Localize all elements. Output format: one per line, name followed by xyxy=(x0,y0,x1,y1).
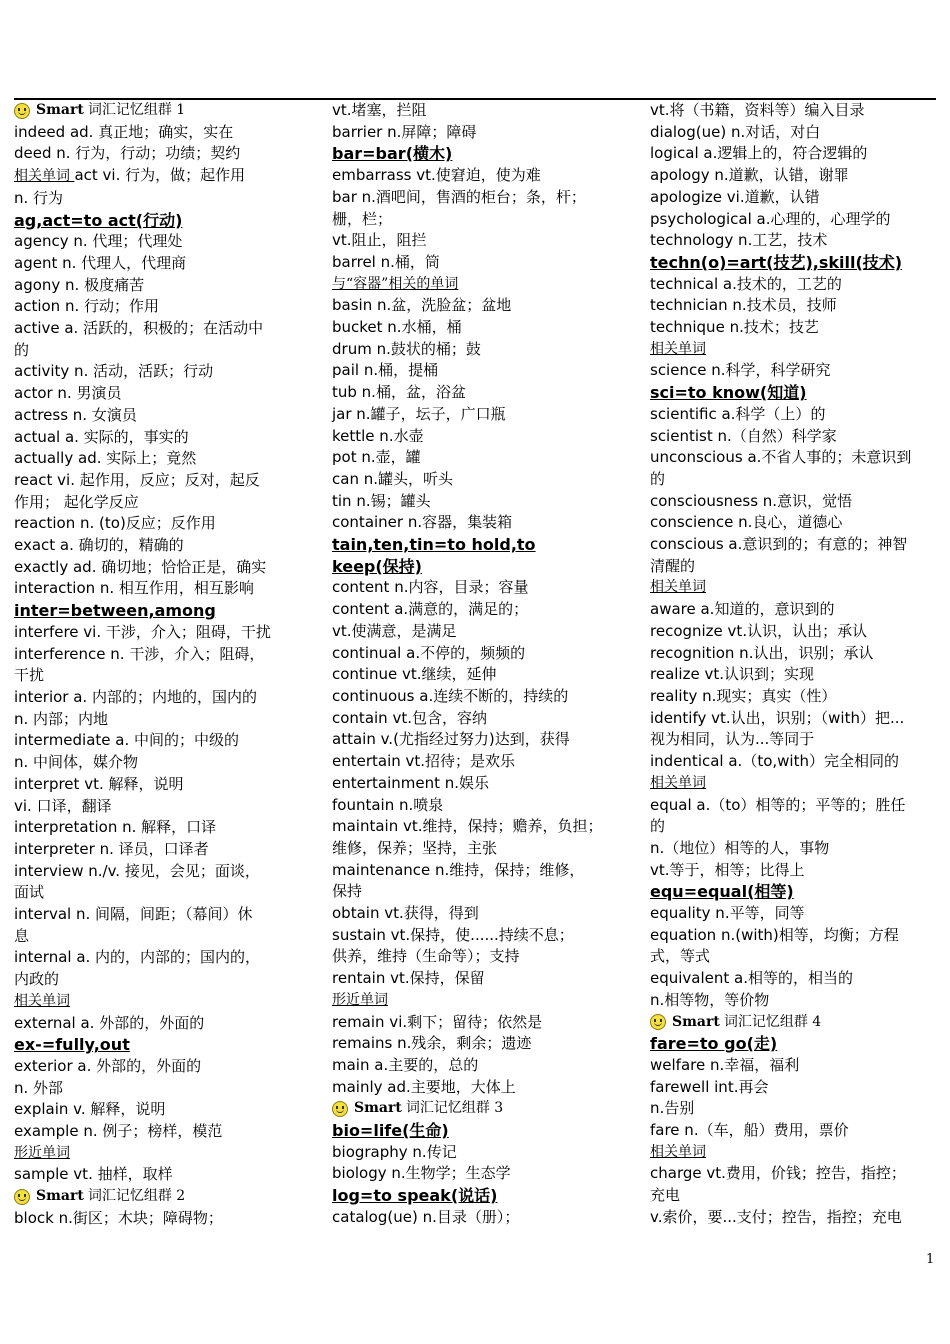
entry-line: conscious a.意识到的；有意的；神智 xyxy=(650,535,908,554)
entry-line: apologize vi.道歉，认错 xyxy=(650,187,820,206)
entry-line: logical a.逻辑上的，符合逻辑的 xyxy=(650,144,868,163)
entry-line: n. 内部；内地 xyxy=(14,709,109,728)
entry-line: consciousness n.意识，觉悟 xyxy=(650,491,853,510)
entry-line: scientist n.（自然）科学家 xyxy=(650,426,837,445)
related-words-label: 与“容器”相关的单词 xyxy=(332,275,459,292)
entry-line: interior a. 内部的；内地的，国内的 xyxy=(14,687,257,706)
entry-line: vt.堵塞，拦阻 xyxy=(332,101,427,119)
entry-line: actor n. 男演员 xyxy=(14,384,122,403)
entry-line: example n. 例子；榜样，模范 xyxy=(14,1122,223,1141)
entry-line: continual a.不停的，频频的 xyxy=(332,643,526,662)
entry-line: technician n.技术员，技师 xyxy=(650,296,837,315)
root-heading: log=to speak(说话) xyxy=(332,1186,498,1206)
entry-line: recognize vt.认识，认出；承认 xyxy=(650,621,868,640)
entry-line: aware a.知道的，意识到的 xyxy=(650,600,835,619)
entry-line: fountain n.喷泉 xyxy=(332,795,444,814)
entry-line: remains n.残余，剩余；遗迹 xyxy=(332,1034,532,1053)
group-heading xyxy=(650,1012,940,1034)
brand-label: Smart xyxy=(36,102,84,118)
related-words-label: 形近单词 xyxy=(14,1144,70,1161)
group-title: 词汇记忆组群 4 xyxy=(723,1013,822,1030)
entry-line: 栅，栏； xyxy=(332,209,393,228)
entry-line: drum n.鼓状的桶；鼓 xyxy=(332,339,481,358)
related-words-label: 相关单词 xyxy=(650,579,706,596)
related-words-label: 相关单词 xyxy=(14,168,75,185)
entry-line: internal a. 内的，内部的；国内的， xyxy=(14,948,261,967)
entry-line: identify vt.认出，识别；（with）把... xyxy=(650,708,905,727)
entry-line: scientific a.科学（上）的 xyxy=(650,404,826,423)
column-3 xyxy=(650,100,940,1229)
entry-line: n. 行为 xyxy=(14,188,64,207)
entry-line: reaction n. (to)反应；反作用 xyxy=(14,514,216,533)
entry-line: entertain vt.招待；是欢乐 xyxy=(332,752,516,771)
entry-line: equivalent a.相等的，相当的 xyxy=(650,969,854,988)
entry-line: welfare n.幸福，福利 xyxy=(650,1055,800,1074)
entry-line: attain v.(尤指经过努力)达到，获得 xyxy=(332,730,570,749)
entry-line: catalog(ue) n.目录（册）； xyxy=(332,1207,520,1226)
entry-line: agency n. 代理；代理处 xyxy=(14,232,183,251)
smiley-icon xyxy=(332,1101,348,1117)
entry-line: maintain vt.维持，保持；赡养，负担； xyxy=(332,817,603,836)
entry-line: 维修，保养；坚持，主张 xyxy=(332,838,498,857)
root-heading: tain,ten,tin=to hold,to xyxy=(332,535,536,555)
entry-line: activity n. 活动，活跃；行动 xyxy=(14,362,214,381)
entry-line: tub n.桶，盆，浴盆 xyxy=(332,383,466,402)
entry-line: exterior a. 外部的，外面的 xyxy=(14,1056,202,1075)
root-heading: ag,act=to act(行动) xyxy=(14,210,183,230)
entry-line: react vi. 起作用，反应；反对，起反 xyxy=(14,470,260,489)
related-words-label: 相关单词 xyxy=(650,340,706,357)
entry-line: continue vt.继续，延伸 xyxy=(332,665,497,684)
entry-line: continuous a.连续不断的，持续的 xyxy=(332,686,569,705)
root-heading: techn(o)=art(技艺),skill(技术) xyxy=(650,252,903,272)
entry-line: 保持 xyxy=(332,882,363,901)
entry-line: exact a. 确切的，精确的 xyxy=(14,536,184,555)
entry-line: vt.将（书籍，资料等）编入目录 xyxy=(650,101,865,119)
entry-line: 充电 xyxy=(650,1186,681,1205)
entry-line: agent n. 代理人，代理商 xyxy=(14,253,187,272)
smiley-icon xyxy=(650,1014,666,1030)
entry-line: psychological a.心理的，心理学的 xyxy=(650,209,891,228)
page-number: 1 xyxy=(926,1252,935,1267)
entry-line: n.告别 xyxy=(650,1099,695,1118)
entry-line: obtain vt.获得，得到 xyxy=(332,904,479,923)
group-title: 词汇记忆组群 1 xyxy=(87,102,186,118)
entry-line: block n.街区；木块；障碍物； xyxy=(14,1208,223,1227)
column-2 xyxy=(332,100,624,1229)
entry-line: 息 xyxy=(14,926,30,945)
entry-line: interval n. 间隔，间距；（幕间）休 xyxy=(14,905,253,924)
entry-line: recognition n.认出，识别；承认 xyxy=(650,643,874,662)
entry-line: indeed ad. 真正地；确实，实在 xyxy=(14,122,234,141)
entry-line: mainly ad.主要地，大体上 xyxy=(332,1077,516,1096)
entry-line: 视为相同，认为...等同于 xyxy=(650,730,815,749)
entry-line: kettle n.水壶 xyxy=(332,426,424,445)
entry-line: biology n.生物学；生态学 xyxy=(332,1164,511,1183)
entry-line: 的 xyxy=(650,469,666,488)
root-heading: fare=to go(走) xyxy=(650,1034,778,1054)
entry-line: 面试 xyxy=(14,883,45,902)
entry-line: sample vt. 抽样，取样 xyxy=(14,1165,173,1184)
entry-line: interpret vt. 解释，说明 xyxy=(14,774,184,793)
entry-line: equal a.（to）相等的；平等的；胜任 xyxy=(650,795,906,814)
entry-line: intermediate a. 中间的；中级的 xyxy=(14,731,240,750)
entry-line: content n.内容，目录；容量 xyxy=(332,578,529,597)
entry-line: n.相等物，等价物 xyxy=(650,990,770,1009)
entry-line: actress n. 女演员 xyxy=(14,405,137,424)
related-words-label: 形近单词 xyxy=(332,991,388,1008)
entry-line: main a.主要的，总的 xyxy=(332,1055,479,1074)
related-words-label: 相关单词 xyxy=(14,992,70,1009)
entry-line: interaction n. 相互作用，相互影响 xyxy=(14,579,254,598)
entry-line xyxy=(14,165,306,188)
entry-text: act vi. 行为，做；起作用 xyxy=(74,166,246,185)
group-heading xyxy=(332,1098,624,1120)
entry-line: explain v. 解释，说明 xyxy=(14,1100,166,1119)
entry-line: bar n.酒吧间，售酒的柜台；条，杆； xyxy=(332,187,586,206)
entry-line: 干扰 xyxy=(14,666,45,685)
entry-line: equality n.平等，同等 xyxy=(650,904,805,923)
entry-line: unconscious a.不省人事的；未意识到 xyxy=(650,448,912,467)
entry-line: technology n.工艺，技术 xyxy=(650,231,828,250)
entry-line: barrel n.桶，筒 xyxy=(332,252,440,271)
smiley-icon xyxy=(14,103,30,119)
column-1 xyxy=(14,100,306,1230)
root-heading: keep(保持) xyxy=(332,556,422,576)
entry-line: biography n.传记 xyxy=(332,1142,457,1161)
entry-line: content a.满意的，满足的； xyxy=(332,600,529,619)
entry-line: barrier n.屏障；障碍 xyxy=(332,122,477,141)
entry-line: reality n.现实；真实（性） xyxy=(650,686,837,705)
entry-line: n.（地位）相等的人，事物 xyxy=(650,838,830,857)
entry-line: technical a.技术的，工艺的 xyxy=(650,274,842,293)
entry-line: n. 外部 xyxy=(14,1078,64,1097)
entry-line: bucket n.水桶，桶 xyxy=(332,318,462,337)
entry-line: technique n.技术；技艺 xyxy=(650,318,819,337)
entry-line: conscience n.良心，道德心 xyxy=(650,513,843,532)
entry-line: external a. 外部的，外面的 xyxy=(14,1013,205,1032)
brand-label: Smart xyxy=(672,1013,720,1030)
entry-line: pot n.壶，罐 xyxy=(332,448,421,467)
entry-line: vt.使满意，是满足 xyxy=(332,621,457,640)
entry-line: n. 中间体，媒介物 xyxy=(14,753,139,772)
entry-line: interpreter n. 译员，口译者 xyxy=(14,839,209,858)
entry-line: action n. 行动；作用 xyxy=(14,297,159,316)
entry-line: realize vt.认识到；实现 xyxy=(650,665,814,684)
entry-line: apology n.道歉，认错，谢罪 xyxy=(650,166,849,185)
entry-line: 清醒的 xyxy=(650,556,696,575)
entry-line: 的 xyxy=(14,340,30,359)
entry-line: actual a. 实际的，事实的 xyxy=(14,427,189,446)
root-heading: ex-=fully,out xyxy=(14,1035,130,1055)
root-heading: inter=between,among xyxy=(14,601,216,621)
entry-line: 作用； 起化学反应 xyxy=(14,492,139,511)
entry-line: 的 xyxy=(650,817,666,836)
entry-line: agony n. 极度痛苦 xyxy=(14,275,145,294)
related-words-label: 相关单词 xyxy=(650,774,706,791)
brand-label: Smart xyxy=(354,1100,402,1117)
entry-line: entertainment n.娱乐 xyxy=(332,773,490,792)
brand-label: Smart xyxy=(36,1188,84,1205)
entry-line: pail n.桶，提桶 xyxy=(332,361,439,380)
entry-line: vt.等于，相等；比得上 xyxy=(650,860,805,879)
entry-line: interfere vi. 干涉，介入；阻碍，干扰 xyxy=(14,622,271,641)
entry-line: deed n. 行为，行动；功绩；契约 xyxy=(14,144,241,163)
entry-line: actually ad. 实际上；竟然 xyxy=(14,449,197,468)
group-heading xyxy=(14,100,306,122)
entry-line: contain vt.包含，容纳 xyxy=(332,708,487,727)
entry-line: equation n.(with)相等，均衡；方程 xyxy=(650,925,899,944)
group-title: 词汇记忆组群 3 xyxy=(405,1100,504,1117)
entry-line: interpretation n. 解释，口译 xyxy=(14,818,217,837)
entry-line: fare n.（车，船）费用，票价 xyxy=(650,1121,849,1140)
entry-line: basin n.盆，洗脸盆；盆地 xyxy=(332,296,512,315)
entry-line: can n.罐头，听头 xyxy=(332,469,453,488)
entry-line: container n.容器，集装箱 xyxy=(332,513,513,532)
entry-line: embarrass vt.使窘迫，使为难 xyxy=(332,166,541,185)
root-heading: bio=life(生命) xyxy=(332,1121,449,1141)
entry-line: remain vi.剩下；留待；依然是 xyxy=(332,1012,543,1031)
root-heading: bar=bar(横木) xyxy=(332,144,453,164)
entry-line: sustain vt.保持，使......持续不息； xyxy=(332,925,574,944)
entry-line: charge vt.费用，价钱；控告，指控； xyxy=(650,1164,906,1183)
entry-line: science n.科学，科学研究 xyxy=(650,361,831,380)
entry-line: rentain vt.保持，保留 xyxy=(332,969,485,988)
root-heading: equ=equal(相等) xyxy=(650,882,794,902)
entry-line: vi. 口译，翻译 xyxy=(14,796,112,815)
entry-line: jar n.罐子，坛子，广口瓶 xyxy=(332,404,506,423)
entry-line: maintenance n.维持，保持；维修， xyxy=(332,860,585,879)
entry-line: dialog(ue) n.对话，对白 xyxy=(650,122,821,141)
entry-line: 式，等式 xyxy=(650,947,711,966)
entry-line: interference n. 干涉，介入；阻碍， xyxy=(14,644,265,663)
entry-line: active a. 活跃的，积极的；在活动中 xyxy=(14,319,264,338)
entry-line: farewell int.再会 xyxy=(650,1077,769,1096)
entry-line: vt.阻止，阻拦 xyxy=(332,231,427,250)
entry-line: exactly ad. 确切地；恰恰正是，确实 xyxy=(14,557,267,576)
entry-line: 内政的 xyxy=(14,970,60,989)
smiley-icon xyxy=(14,1189,30,1205)
entry-line: v.索价，要...支付；控告，指控；充电 xyxy=(650,1207,902,1226)
related-words-label: 相关单词 xyxy=(650,1143,706,1160)
entry-line: tin n.锡；罐头 xyxy=(332,491,431,510)
entry-line: interview n./v. 接见，会见；面谈， xyxy=(14,861,260,880)
group-heading xyxy=(14,1186,306,1208)
root-heading: sci=to know(知道) xyxy=(650,383,807,403)
group-title: 词汇记忆组群 2 xyxy=(87,1188,186,1205)
entry-line: indentical a.（to,with）完全相同的 xyxy=(650,752,899,771)
entry-line: 供养，维持（生命等）；支持 xyxy=(332,947,520,966)
